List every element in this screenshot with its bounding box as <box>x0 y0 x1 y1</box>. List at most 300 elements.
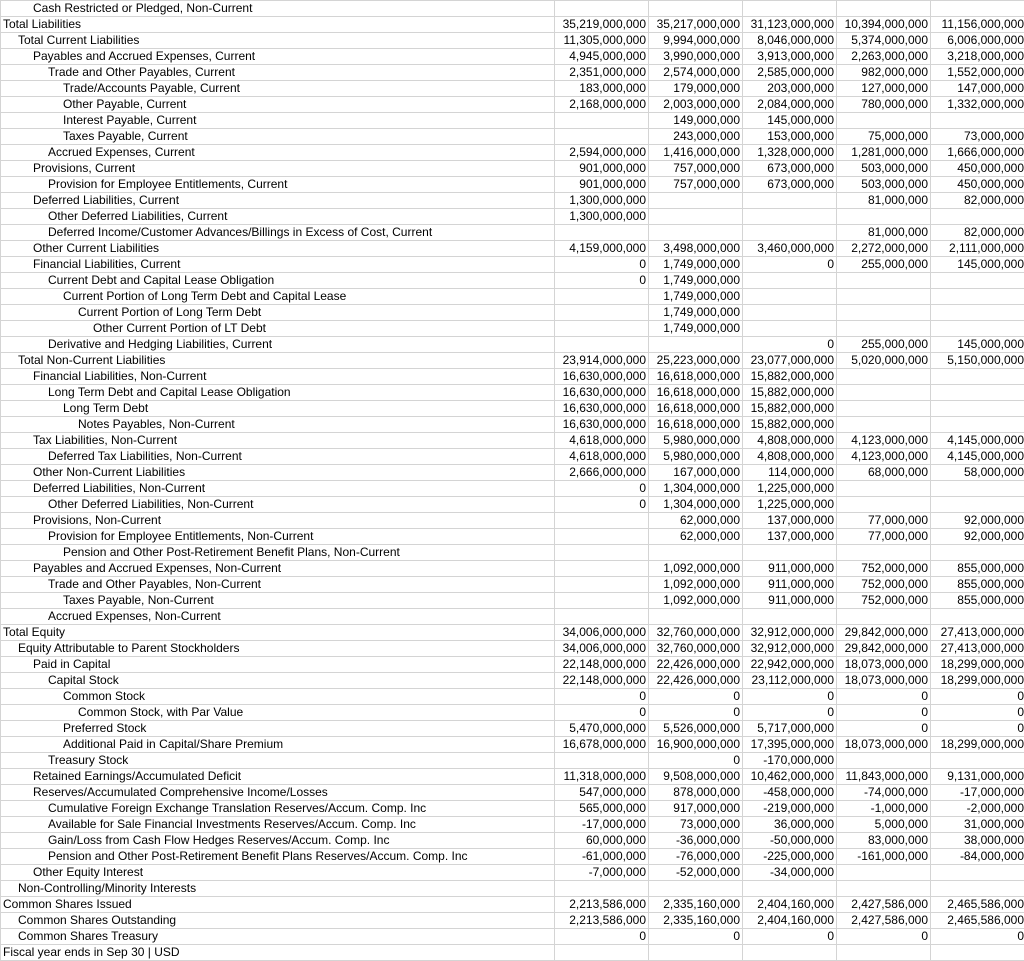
value-cell[interactable]: 1,092,000,000 <box>649 561 743 577</box>
row-label-cell[interactable]: Other Current Liabilities <box>1 241 555 257</box>
value-cell[interactable]: 752,000,000 <box>837 561 931 577</box>
value-cell[interactable]: 10,462,000,000 <box>743 769 837 785</box>
row-label-cell[interactable]: Common Shares Outstanding <box>1 913 555 929</box>
value-cell[interactable]: 10,394,000,000 <box>837 17 931 33</box>
value-cell[interactable]: 137,000,000 <box>743 529 837 545</box>
value-cell[interactable]: 81,000,000 <box>837 225 931 241</box>
value-cell[interactable]: 11,843,000,000 <box>837 769 931 785</box>
value-cell[interactable]: 2,084,000,000 <box>743 97 837 113</box>
value-cell[interactable] <box>931 481 1024 497</box>
value-cell[interactable]: 1,749,000,000 <box>649 289 743 305</box>
value-cell[interactable]: 32,760,000,000 <box>649 641 743 657</box>
value-cell[interactable]: 5,980,000,000 <box>649 449 743 465</box>
row-label-cell[interactable]: Other Deferred Liabilities, Non-Current <box>1 497 555 513</box>
value-cell[interactable] <box>555 945 649 961</box>
value-cell[interactable]: 31,123,000,000 <box>743 17 837 33</box>
value-cell[interactable] <box>649 545 743 561</box>
row-label-cell[interactable]: Available for Sale Financial Investments Reserves/Accum. Comp. Inc <box>1 817 555 833</box>
value-cell[interactable]: 2,427,586,000 <box>837 913 931 929</box>
value-cell[interactable]: 92,000,000 <box>931 529 1024 545</box>
value-cell[interactable]: 2,213,586,000 <box>555 913 649 929</box>
value-cell[interactable]: 32,912,000,000 <box>743 641 837 657</box>
value-cell[interactable]: 0 <box>743 337 837 353</box>
value-cell[interactable]: 4,618,000,000 <box>555 449 649 465</box>
value-cell[interactable] <box>837 385 931 401</box>
value-cell[interactable]: 1,749,000,000 <box>649 257 743 273</box>
value-cell[interactable]: 0 <box>931 929 1024 945</box>
value-cell[interactable]: 15,882,000,000 <box>743 385 837 401</box>
value-cell[interactable]: 2,351,000,000 <box>555 65 649 81</box>
value-cell[interactable]: 68,000,000 <box>837 465 931 481</box>
value-cell[interactable]: -225,000,000 <box>743 849 837 865</box>
value-cell[interactable] <box>931 881 1024 897</box>
value-cell[interactable]: 4,145,000,000 <box>931 449 1024 465</box>
value-cell[interactable]: 23,112,000,000 <box>743 673 837 689</box>
row-label-cell[interactable]: Long Term Debt and Capital Lease Obligation <box>1 385 555 401</box>
value-cell[interactable]: 147,000,000 <box>931 81 1024 97</box>
row-label-cell[interactable]: Total Equity <box>1 625 555 641</box>
value-cell[interactable]: 757,000,000 <box>649 161 743 177</box>
value-cell[interactable]: 58,000,000 <box>931 465 1024 481</box>
row-label-cell[interactable]: Cash Restricted or Pledged, Non-Current <box>1 1 555 17</box>
row-label-cell[interactable]: Long Term Debt <box>1 401 555 417</box>
value-cell[interactable] <box>555 753 649 769</box>
value-cell[interactable]: 0 <box>837 721 931 737</box>
value-cell[interactable] <box>555 577 649 593</box>
value-cell[interactable]: -2,000,000 <box>931 801 1024 817</box>
value-cell[interactable]: -52,000,000 <box>649 865 743 881</box>
value-cell[interactable] <box>837 753 931 769</box>
value-cell[interactable]: 243,000,000 <box>649 129 743 145</box>
row-label-cell[interactable]: Trade and Other Payables, Current <box>1 65 555 81</box>
value-cell[interactable] <box>743 193 837 209</box>
row-label-cell[interactable]: Equity Attributable to Parent Stockholders <box>1 641 555 657</box>
row-label-cell[interactable]: Tax Liabilities, Non-Current <box>1 433 555 449</box>
value-cell[interactable]: -7,000,000 <box>555 865 649 881</box>
value-cell[interactable]: 149,000,000 <box>649 113 743 129</box>
row-label-cell[interactable]: Other Deferred Liabilities, Current <box>1 209 555 225</box>
value-cell[interactable]: 203,000,000 <box>743 81 837 97</box>
value-cell[interactable]: 1,092,000,000 <box>649 577 743 593</box>
value-cell[interactable]: 0 <box>649 705 743 721</box>
value-cell[interactable] <box>837 321 931 337</box>
value-cell[interactable] <box>837 417 931 433</box>
value-cell[interactable] <box>837 545 931 561</box>
value-cell[interactable]: -458,000,000 <box>743 785 837 801</box>
value-cell[interactable]: 2,168,000,000 <box>555 97 649 113</box>
value-cell[interactable] <box>837 289 931 305</box>
row-label-cell[interactable]: Other Non-Current Liabilities <box>1 465 555 481</box>
value-cell[interactable]: 0 <box>555 689 649 705</box>
value-cell[interactable]: 0 <box>931 705 1024 721</box>
value-cell[interactable]: 4,808,000,000 <box>743 449 837 465</box>
value-cell[interactable] <box>837 1 931 17</box>
row-label-cell[interactable]: Accrued Expenses, Non-Current <box>1 609 555 625</box>
value-cell[interactable]: 145,000,000 <box>931 337 1024 353</box>
row-label-cell[interactable]: Common Shares Treasury <box>1 929 555 945</box>
value-cell[interactable]: -36,000,000 <box>649 833 743 849</box>
row-label-cell[interactable]: Provisions, Current <box>1 161 555 177</box>
value-cell[interactable] <box>555 225 649 241</box>
value-cell[interactable]: 167,000,000 <box>649 465 743 481</box>
value-cell[interactable]: 2,335,160,000 <box>649 897 743 913</box>
value-cell[interactable] <box>931 113 1024 129</box>
value-cell[interactable] <box>555 1 649 17</box>
value-cell[interactable]: 1,092,000,000 <box>649 593 743 609</box>
value-cell[interactable]: 75,000,000 <box>837 129 931 145</box>
row-label-cell[interactable]: Accrued Expenses, Current <box>1 145 555 161</box>
value-cell[interactable]: 23,914,000,000 <box>555 353 649 369</box>
value-cell[interactable]: 0 <box>837 689 931 705</box>
value-cell[interactable] <box>837 401 931 417</box>
value-cell[interactable] <box>649 945 743 961</box>
value-cell[interactable]: 5,150,000,000 <box>931 353 1024 369</box>
value-cell[interactable] <box>555 129 649 145</box>
value-cell[interactable]: 503,000,000 <box>837 161 931 177</box>
value-cell[interactable]: 0 <box>555 705 649 721</box>
value-cell[interactable]: 38,000,000 <box>931 833 1024 849</box>
value-cell[interactable]: 73,000,000 <box>931 129 1024 145</box>
value-cell[interactable]: 4,618,000,000 <box>555 433 649 449</box>
value-cell[interactable]: 16,618,000,000 <box>649 417 743 433</box>
row-label-cell[interactable]: Taxes Payable, Non-Current <box>1 593 555 609</box>
value-cell[interactable]: 255,000,000 <box>837 337 931 353</box>
value-cell[interactable]: -17,000,000 <box>555 817 649 833</box>
value-cell[interactable]: 0 <box>837 705 931 721</box>
value-cell[interactable] <box>931 321 1024 337</box>
value-cell[interactable]: 1,416,000,000 <box>649 145 743 161</box>
row-label-cell[interactable]: Provisions, Non-Current <box>1 513 555 529</box>
value-cell[interactable]: 0 <box>837 929 931 945</box>
value-cell[interactable]: 31,000,000 <box>931 817 1024 833</box>
row-label-cell[interactable]: Financial Liabilities, Current <box>1 257 555 273</box>
value-cell[interactable] <box>931 289 1024 305</box>
value-cell[interactable]: 1,749,000,000 <box>649 305 743 321</box>
value-cell[interactable]: 673,000,000 <box>743 177 837 193</box>
value-cell[interactable]: 0 <box>555 481 649 497</box>
value-cell[interactable]: 2,213,586,000 <box>555 897 649 913</box>
value-cell[interactable]: 1,304,000,000 <box>649 481 743 497</box>
value-cell[interactable]: 855,000,000 <box>931 577 1024 593</box>
value-cell[interactable]: 757,000,000 <box>649 177 743 193</box>
row-label-cell[interactable]: Pension and Other Post-Retirement Benefit Plans, Non-Current <box>1 545 555 561</box>
value-cell[interactable]: 9,131,000,000 <box>931 769 1024 785</box>
value-cell[interactable]: 153,000,000 <box>743 129 837 145</box>
value-cell[interactable]: 901,000,000 <box>555 177 649 193</box>
value-cell[interactable]: 5,020,000,000 <box>837 353 931 369</box>
row-label-cell[interactable]: Total Liabilities <box>1 17 555 33</box>
value-cell[interactable]: 179,000,000 <box>649 81 743 97</box>
value-cell[interactable] <box>837 305 931 321</box>
row-label-cell[interactable]: Other Equity Interest <box>1 865 555 881</box>
value-cell[interactable] <box>931 609 1024 625</box>
value-cell[interactable] <box>743 209 837 225</box>
value-cell[interactable]: -17,000,000 <box>931 785 1024 801</box>
value-cell[interactable]: 18,073,000,000 <box>837 657 931 673</box>
value-cell[interactable] <box>743 289 837 305</box>
value-cell[interactable]: 62,000,000 <box>649 513 743 529</box>
row-label-cell[interactable]: Deferred Liabilities, Current <box>1 193 555 209</box>
row-label-cell[interactable]: Financial Liabilities, Non-Current <box>1 369 555 385</box>
value-cell[interactable]: -219,000,000 <box>743 801 837 817</box>
value-cell[interactable]: 11,305,000,000 <box>555 33 649 49</box>
value-cell[interactable]: 0 <box>649 929 743 945</box>
value-cell[interactable]: 4,808,000,000 <box>743 433 837 449</box>
value-cell[interactable]: 1,304,000,000 <box>649 497 743 513</box>
row-label-cell[interactable]: Deferred Income/Customer Advances/Billings in Excess of Cost, Current <box>1 225 555 241</box>
value-cell[interactable] <box>743 273 837 289</box>
value-cell[interactable] <box>837 497 931 513</box>
value-cell[interactable]: 255,000,000 <box>837 257 931 273</box>
value-cell[interactable] <box>743 305 837 321</box>
value-cell[interactable] <box>743 321 837 337</box>
value-cell[interactable] <box>931 545 1024 561</box>
value-cell[interactable] <box>931 305 1024 321</box>
value-cell[interactable]: 0 <box>743 705 837 721</box>
row-label-cell[interactable]: Deferred Tax Liabilities, Non-Current <box>1 449 555 465</box>
value-cell[interactable]: 780,000,000 <box>837 97 931 113</box>
value-cell[interactable]: 34,006,000,000 <box>555 641 649 657</box>
value-cell[interactable]: 2,465,586,000 <box>931 913 1024 929</box>
value-cell[interactable] <box>743 609 837 625</box>
value-cell[interactable]: 5,470,000,000 <box>555 721 649 737</box>
value-cell[interactable] <box>931 273 1024 289</box>
value-cell[interactable]: 82,000,000 <box>931 225 1024 241</box>
value-cell[interactable]: -34,000,000 <box>743 865 837 881</box>
row-label-cell[interactable]: Additional Paid in Capital/Share Premium <box>1 737 555 753</box>
value-cell[interactable] <box>743 545 837 561</box>
value-cell[interactable] <box>649 209 743 225</box>
value-cell[interactable]: 137,000,000 <box>743 513 837 529</box>
value-cell[interactable]: 855,000,000 <box>931 561 1024 577</box>
value-cell[interactable]: 911,000,000 <box>743 577 837 593</box>
row-label-cell[interactable]: Fiscal year ends in Sep 30 | USD <box>1 945 555 961</box>
row-label-cell[interactable]: Common Stock <box>1 689 555 705</box>
row-label-cell[interactable]: Derivative and Hedging Liabilities, Current <box>1 337 555 353</box>
value-cell[interactable]: 2,666,000,000 <box>555 465 649 481</box>
row-label-cell[interactable]: Non-Controlling/Minority Interests <box>1 881 555 897</box>
value-cell[interactable] <box>555 513 649 529</box>
value-cell[interactable]: -161,000,000 <box>837 849 931 865</box>
value-cell[interactable]: 77,000,000 <box>837 513 931 529</box>
row-label-cell[interactable]: Trade/Accounts Payable, Current <box>1 81 555 97</box>
value-cell[interactable] <box>649 881 743 897</box>
value-cell[interactable]: 1,332,000,000 <box>931 97 1024 113</box>
value-cell[interactable]: 22,426,000,000 <box>649 657 743 673</box>
value-cell[interactable]: 2,465,586,000 <box>931 897 1024 913</box>
value-cell[interactable] <box>555 593 649 609</box>
value-cell[interactable]: 8,046,000,000 <box>743 33 837 49</box>
value-cell[interactable] <box>931 945 1024 961</box>
value-cell[interactable]: 32,760,000,000 <box>649 625 743 641</box>
value-cell[interactable] <box>837 113 931 129</box>
value-cell[interactable] <box>555 881 649 897</box>
row-label-cell[interactable]: Other Current Portion of LT Debt <box>1 321 555 337</box>
value-cell[interactable]: 145,000,000 <box>743 113 837 129</box>
value-cell[interactable]: 1,749,000,000 <box>649 273 743 289</box>
value-cell[interactable] <box>555 321 649 337</box>
row-label-cell[interactable]: Pension and Other Post-Retirement Benefit Plans Reserves/Accum. Comp. Inc <box>1 849 555 865</box>
row-label-cell[interactable]: Deferred Liabilities, Non-Current <box>1 481 555 497</box>
value-cell[interactable]: 3,218,000,000 <box>931 49 1024 65</box>
value-cell[interactable]: 60,000,000 <box>555 833 649 849</box>
row-label-cell[interactable]: Other Payable, Current <box>1 97 555 113</box>
value-cell[interactable]: 18,299,000,000 <box>931 673 1024 689</box>
value-cell[interactable]: 0 <box>649 753 743 769</box>
value-cell[interactable]: 0 <box>743 689 837 705</box>
row-label-cell[interactable]: Notes Payables, Non-Current <box>1 417 555 433</box>
value-cell[interactable] <box>931 401 1024 417</box>
row-label-cell[interactable]: Provision for Employee Entitlements, Current <box>1 177 555 193</box>
value-cell[interactable]: 450,000,000 <box>931 177 1024 193</box>
value-cell[interactable]: 11,318,000,000 <box>555 769 649 785</box>
value-cell[interactable] <box>649 225 743 241</box>
value-cell[interactable]: 1,281,000,000 <box>837 145 931 161</box>
row-label-cell[interactable]: Interest Payable, Current <box>1 113 555 129</box>
row-label-cell[interactable]: Taxes Payable, Current <box>1 129 555 145</box>
value-cell[interactable]: 18,073,000,000 <box>837 737 931 753</box>
value-cell[interactable]: 22,148,000,000 <box>555 673 649 689</box>
value-cell[interactable]: 4,123,000,000 <box>837 449 931 465</box>
value-cell[interactable] <box>837 609 931 625</box>
value-cell[interactable]: 0 <box>649 689 743 705</box>
value-cell[interactable]: 2,263,000,000 <box>837 49 931 65</box>
value-cell[interactable]: 18,299,000,000 <box>931 737 1024 753</box>
value-cell[interactable]: 77,000,000 <box>837 529 931 545</box>
row-label-cell[interactable]: Common Stock, with Par Value <box>1 705 555 721</box>
value-cell[interactable]: 1,552,000,000 <box>931 65 1024 81</box>
value-cell[interactable] <box>649 609 743 625</box>
value-cell[interactable]: 911,000,000 <box>743 593 837 609</box>
value-cell[interactable] <box>555 337 649 353</box>
row-label-cell[interactable]: Paid in Capital <box>1 657 555 673</box>
value-cell[interactable]: 3,913,000,000 <box>743 49 837 65</box>
row-label-cell[interactable]: Current Portion of Long Term Debt and Capital Lease <box>1 289 555 305</box>
value-cell[interactable]: 2,272,000,000 <box>837 241 931 257</box>
value-cell[interactable]: 16,630,000,000 <box>555 385 649 401</box>
value-cell[interactable]: 0 <box>555 257 649 273</box>
value-cell[interactable] <box>837 865 931 881</box>
value-cell[interactable] <box>555 289 649 305</box>
value-cell[interactable]: 5,717,000,000 <box>743 721 837 737</box>
value-cell[interactable]: 5,526,000,000 <box>649 721 743 737</box>
value-cell[interactable]: 25,223,000,000 <box>649 353 743 369</box>
value-cell[interactable]: 35,219,000,000 <box>555 17 649 33</box>
value-cell[interactable]: 503,000,000 <box>837 177 931 193</box>
value-cell[interactable]: 0 <box>555 929 649 945</box>
value-cell[interactable]: 0 <box>743 257 837 273</box>
value-cell[interactable]: 901,000,000 <box>555 161 649 177</box>
value-cell[interactable]: 92,000,000 <box>931 513 1024 529</box>
value-cell[interactable]: 0 <box>555 497 649 513</box>
value-cell[interactable]: 183,000,000 <box>555 81 649 97</box>
value-cell[interactable]: 114,000,000 <box>743 465 837 481</box>
value-cell[interactable]: 83,000,000 <box>837 833 931 849</box>
value-cell[interactable]: 2,335,160,000 <box>649 913 743 929</box>
value-cell[interactable] <box>649 1 743 17</box>
value-cell[interactable]: 0 <box>555 273 649 289</box>
value-cell[interactable]: 4,945,000,000 <box>555 49 649 65</box>
value-cell[interactable]: -76,000,000 <box>649 849 743 865</box>
value-cell[interactable]: 27,413,000,000 <box>931 641 1024 657</box>
value-cell[interactable]: 15,882,000,000 <box>743 369 837 385</box>
value-cell[interactable] <box>555 545 649 561</box>
value-cell[interactable]: 5,980,000,000 <box>649 433 743 449</box>
value-cell[interactable]: 6,006,000,000 <box>931 33 1024 49</box>
value-cell[interactable]: 36,000,000 <box>743 817 837 833</box>
value-cell[interactable]: 27,413,000,000 <box>931 625 1024 641</box>
value-cell[interactable]: 2,404,160,000 <box>743 913 837 929</box>
value-cell[interactable]: 16,618,000,000 <box>649 401 743 417</box>
value-cell[interactable]: 11,156,000,000 <box>931 17 1024 33</box>
value-cell[interactable] <box>743 881 837 897</box>
value-cell[interactable]: 15,882,000,000 <box>743 417 837 433</box>
row-label-cell[interactable]: Treasury Stock <box>1 753 555 769</box>
value-cell[interactable]: 29,842,000,000 <box>837 625 931 641</box>
value-cell[interactable]: 18,073,000,000 <box>837 673 931 689</box>
value-cell[interactable]: 4,123,000,000 <box>837 433 931 449</box>
value-cell[interactable]: 3,990,000,000 <box>649 49 743 65</box>
value-cell[interactable]: -170,000,000 <box>743 753 837 769</box>
row-label-cell[interactable]: Cumulative Foreign Exchange Translation Reserves/Accum. Comp. Inc <box>1 801 555 817</box>
value-cell[interactable]: 22,426,000,000 <box>649 673 743 689</box>
row-label-cell[interactable]: Preferred Stock <box>1 721 555 737</box>
value-cell[interactable]: 4,159,000,000 <box>555 241 649 257</box>
value-cell[interactable]: 127,000,000 <box>837 81 931 97</box>
row-label-cell[interactable]: Common Shares Issued <box>1 897 555 913</box>
value-cell[interactable]: 81,000,000 <box>837 193 931 209</box>
value-cell[interactable]: 2,427,586,000 <box>837 897 931 913</box>
value-cell[interactable] <box>931 497 1024 513</box>
value-cell[interactable]: 16,618,000,000 <box>649 385 743 401</box>
value-cell[interactable] <box>931 209 1024 225</box>
row-label-cell[interactable]: Total Current Liabilities <box>1 33 555 49</box>
value-cell[interactable]: 34,006,000,000 <box>555 625 649 641</box>
value-cell[interactable]: 32,912,000,000 <box>743 625 837 641</box>
value-cell[interactable]: 2,585,000,000 <box>743 65 837 81</box>
value-cell[interactable] <box>743 1 837 17</box>
value-cell[interactable] <box>837 273 931 289</box>
row-label-cell[interactable]: Current Debt and Capital Lease Obligation <box>1 273 555 289</box>
value-cell[interactable]: 2,111,000,000 <box>931 241 1024 257</box>
value-cell[interactable]: 1,749,000,000 <box>649 321 743 337</box>
value-cell[interactable]: 1,225,000,000 <box>743 481 837 497</box>
value-cell[interactable]: 2,594,000,000 <box>555 145 649 161</box>
value-cell[interactable]: 15,882,000,000 <box>743 401 837 417</box>
value-cell[interactable]: 752,000,000 <box>837 577 931 593</box>
value-cell[interactable]: 911,000,000 <box>743 561 837 577</box>
value-cell[interactable]: 450,000,000 <box>931 161 1024 177</box>
value-cell[interactable] <box>743 225 837 241</box>
value-cell[interactable]: 917,000,000 <box>649 801 743 817</box>
value-cell[interactable]: -61,000,000 <box>555 849 649 865</box>
value-cell[interactable] <box>837 945 931 961</box>
value-cell[interactable] <box>837 369 931 385</box>
value-cell[interactable]: 4,145,000,000 <box>931 433 1024 449</box>
row-label-cell[interactable]: Capital Stock <box>1 673 555 689</box>
value-cell[interactable] <box>931 417 1024 433</box>
value-cell[interactable]: 565,000,000 <box>555 801 649 817</box>
value-cell[interactable]: 878,000,000 <box>649 785 743 801</box>
value-cell[interactable]: 16,630,000,000 <box>555 417 649 433</box>
row-label-cell[interactable]: Total Non-Current Liabilities <box>1 353 555 369</box>
value-cell[interactable]: 1,225,000,000 <box>743 497 837 513</box>
value-cell[interactable]: 0 <box>931 689 1024 705</box>
value-cell[interactable]: 82,000,000 <box>931 193 1024 209</box>
value-cell[interactable]: 673,000,000 <box>743 161 837 177</box>
value-cell[interactable] <box>837 881 931 897</box>
value-cell[interactable] <box>931 385 1024 401</box>
